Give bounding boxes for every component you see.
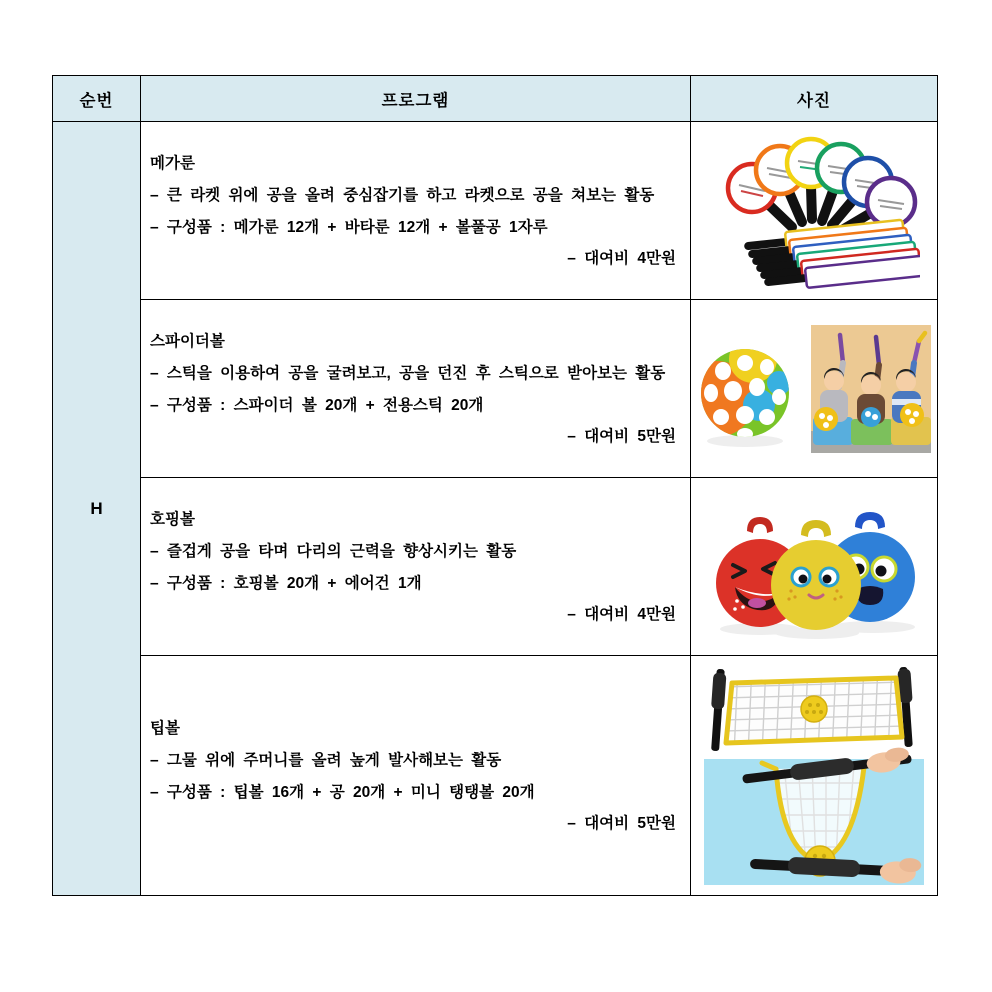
program-line: – 그물 위에 주머니를 올려 높게 발사해보는 활동 [150,751,502,769]
program-fee: – 대여비 5만원 [567,427,676,445]
tip-ball-launch-photo [704,746,924,885]
program-line: – 구성품 : 스파이더 볼 20개 + 전용스틱 20개 [150,396,484,414]
table-row [53,656,938,896]
children-activity-photo [811,325,931,453]
program-line: – 구성품 : 호핑볼 20개 + 에어건 1개 [150,574,422,592]
program-title: 스파이더볼 [150,332,225,350]
photo-cell [691,122,938,300]
header-row [53,76,938,122]
program-title: 팁볼 [150,719,180,737]
program-line: – 구성품 : 메가룬 12개 + 바타룬 12개 + 볼풀공 1자루 [150,218,548,236]
hopping-balls-photo [705,491,923,643]
table-row [53,122,938,300]
tip-ball-icon [801,696,827,722]
program-line: – 구성품 : 팁볼 16개 + 공 20개 + 미니 탱탱볼 20개 [150,783,535,801]
tip-ball-net-photo [702,665,926,887]
photo-cell [691,300,938,478]
program-title: 메가룬 [150,154,195,172]
header-cell-program: 프로그램 [141,76,691,122]
header-cell-no: 순번 [53,76,141,122]
program-line: – 즐겁게 공을 타며 다리의 근력을 향상시키는 활동 [150,542,517,560]
header-cell-photo: 사진 [691,76,938,122]
program-cell [141,656,691,896]
table-row [53,478,938,656]
program-cell [141,122,691,300]
program-line: – 큰 라켓 위에 공을 올려 중심잡기를 하고 라켓으로 공을 쳐보는 활동 [150,186,655,204]
group-cell-H: H [53,122,141,896]
program-cell [141,478,691,656]
program-fee: – 대여비 5만원 [567,814,676,832]
spider-ball-photo [693,319,935,459]
megaroon-rackets-photo [708,130,920,292]
program-fee: – 대여비 4만원 [567,605,676,623]
program-rental-table [52,75,938,896]
photo-cell [691,478,938,656]
program-fee: – 대여비 4만원 [567,249,676,267]
photo-cell [691,656,938,896]
program-cell [141,300,691,478]
program-line: – 스틱을 이용하여 공을 굴려보고, 공을 던진 후 스틱으로 받아보는 활동 [150,364,666,382]
program-title: 호핑볼 [150,510,195,528]
table-row [53,300,938,478]
